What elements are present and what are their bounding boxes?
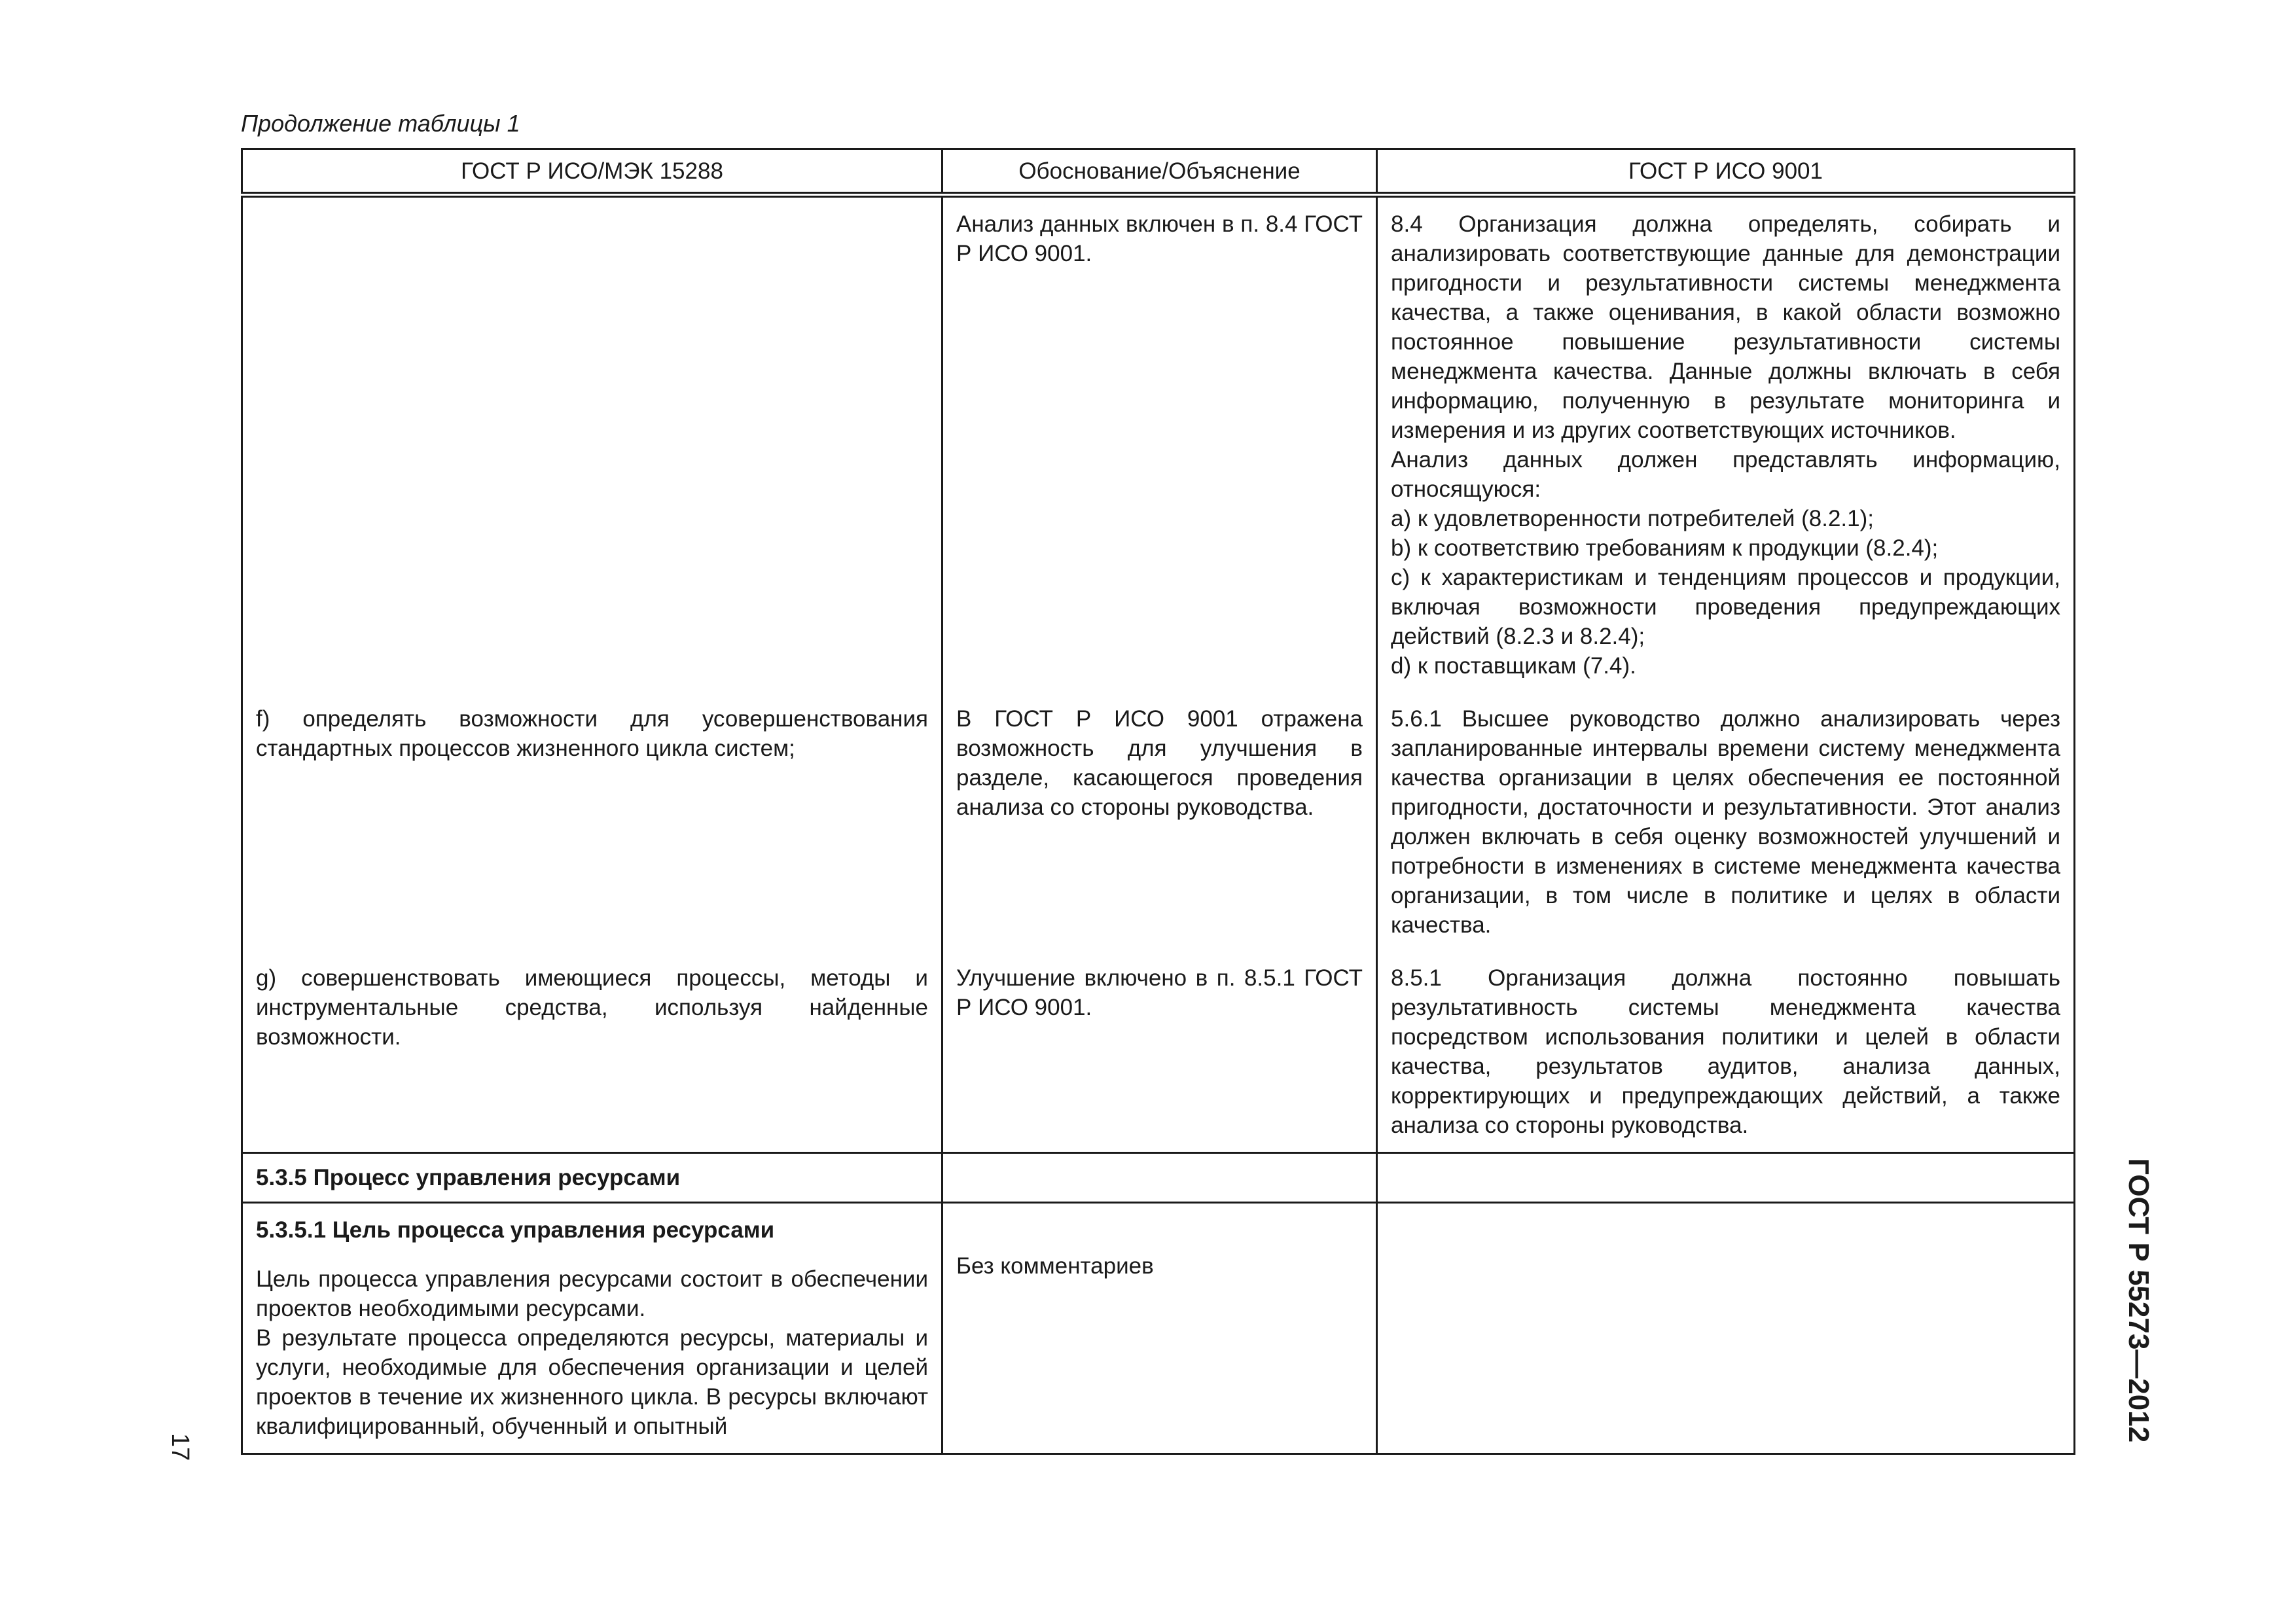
header-gost-9001: ГОСТ Р ИСО 9001 [1377,149,2075,195]
section-heading: 5.3.5 Процесс управления ресурсами [242,1153,942,1203]
section-empty-cell [942,1153,1377,1203]
table-caption: Продолжение таблицы 1 [241,110,520,137]
table-row [242,952,2075,1153]
subsection-cell [242,1203,942,1454]
cell-gost-9001: 8.4 Организация должна определять, собирать и анализировать соответствующие данные для демонстрации пригодности и результативности системы менеджмента качества, а также оценивания, в какой области возможно постоянное повышение результативности системы менеджмента качества. Данные должны включать в себя информацию, полученную в результате мониторинга и измерения и из других соответствующих источников. Анализ данных должен представлять информацию, относящуюся: а) к удовлетворенности потребителей (8.2.1); b) к соответствию требованиям к продукции (8.2.4); с) к характеристикам и тенденциям процессов и продукции, включая возможности проведения предупреждающих действий (8.2.3 и 8.2.4); d) к поставщикам (7.4). [1377,195,2075,693]
header-gost-15288: ГОСТ Р ИСО/МЭК 15288 [242,149,942,195]
cell-justification: Улучшение включено в п. 8.5.1 ГОСТ Р ИСО 9001. [942,952,1377,1153]
subsection-heading: 5.3.5.1 Цель процесса управления ресурсами [256,1217,775,1243]
cell-gost-9001: 8.5.1 Организация должна постоянно повышать результативность системы менеджмента качества посредством использования политики и целей в области качества, результатов аудитов, анализа данных, корректирующих и предупреждающих действий, а также анализа со стороны руководства. [1377,952,2075,1153]
table-header-row [242,149,2075,195]
cell-gost-15288 [242,195,942,693]
subsection-comment-cell [942,1203,1377,1454]
comparison-table [241,148,2075,1455]
page-number: 17 [166,1433,194,1461]
header-justification: Обоснование/Объяснение [942,149,1377,195]
subsection-comment: Без комментариев [956,1253,1154,1279]
table-row [242,195,2075,693]
cell-justification: В ГОСТ Р ИСО 9001 отражена возможность для улучшения в разделе, касающегося проведения анализа со стороны руководства. [942,692,1377,952]
section-row [242,1153,2075,1203]
document-code: ГОСТ Р 55273—2012 [2123,1158,2155,1443]
subsection-gost-9001-cell [1377,1203,2075,1454]
cell-gost-9001: 5.6.1 Высшее руководство должно анализировать через запланированные интервалы времени систему менеджмента качества организации в целях обеспечения ее постоянной пригодности, достаточности и результативности. Этот анализ должен включать в себя оценку возможностей улучшений и потребности в изменениях в системе менеджмента качества организации, в том числе в политике и целях в области качества. [1377,692,2075,952]
cell-justification: Анализ данных включен в п. 8.4 ГОСТ Р ИСО 9001. [942,195,1377,693]
subsection-text: Цель процесса управления ресурсами состоит в обеспечении проектов необходимыми ресурсами. В результате процесса определяются ресурсы, материалы и услуги, необходимые для обеспечения организации и целей проектов в течение их жизненного цикла. В ресурсы включают квалифицированный, обученный и опытный [256,1266,928,1439]
cell-gost-15288: g) совершенствовать имеющиеся процессы, методы и инструментальные средства, используя найденные возможности. [242,952,942,1153]
table-row [242,692,2075,952]
subsection-row [242,1203,2075,1454]
section-empty-cell [1377,1153,2075,1203]
cell-gost-15288: f) определять возможности для усовершенствования стандартных процессов жизненного цикла систем; [242,692,942,952]
